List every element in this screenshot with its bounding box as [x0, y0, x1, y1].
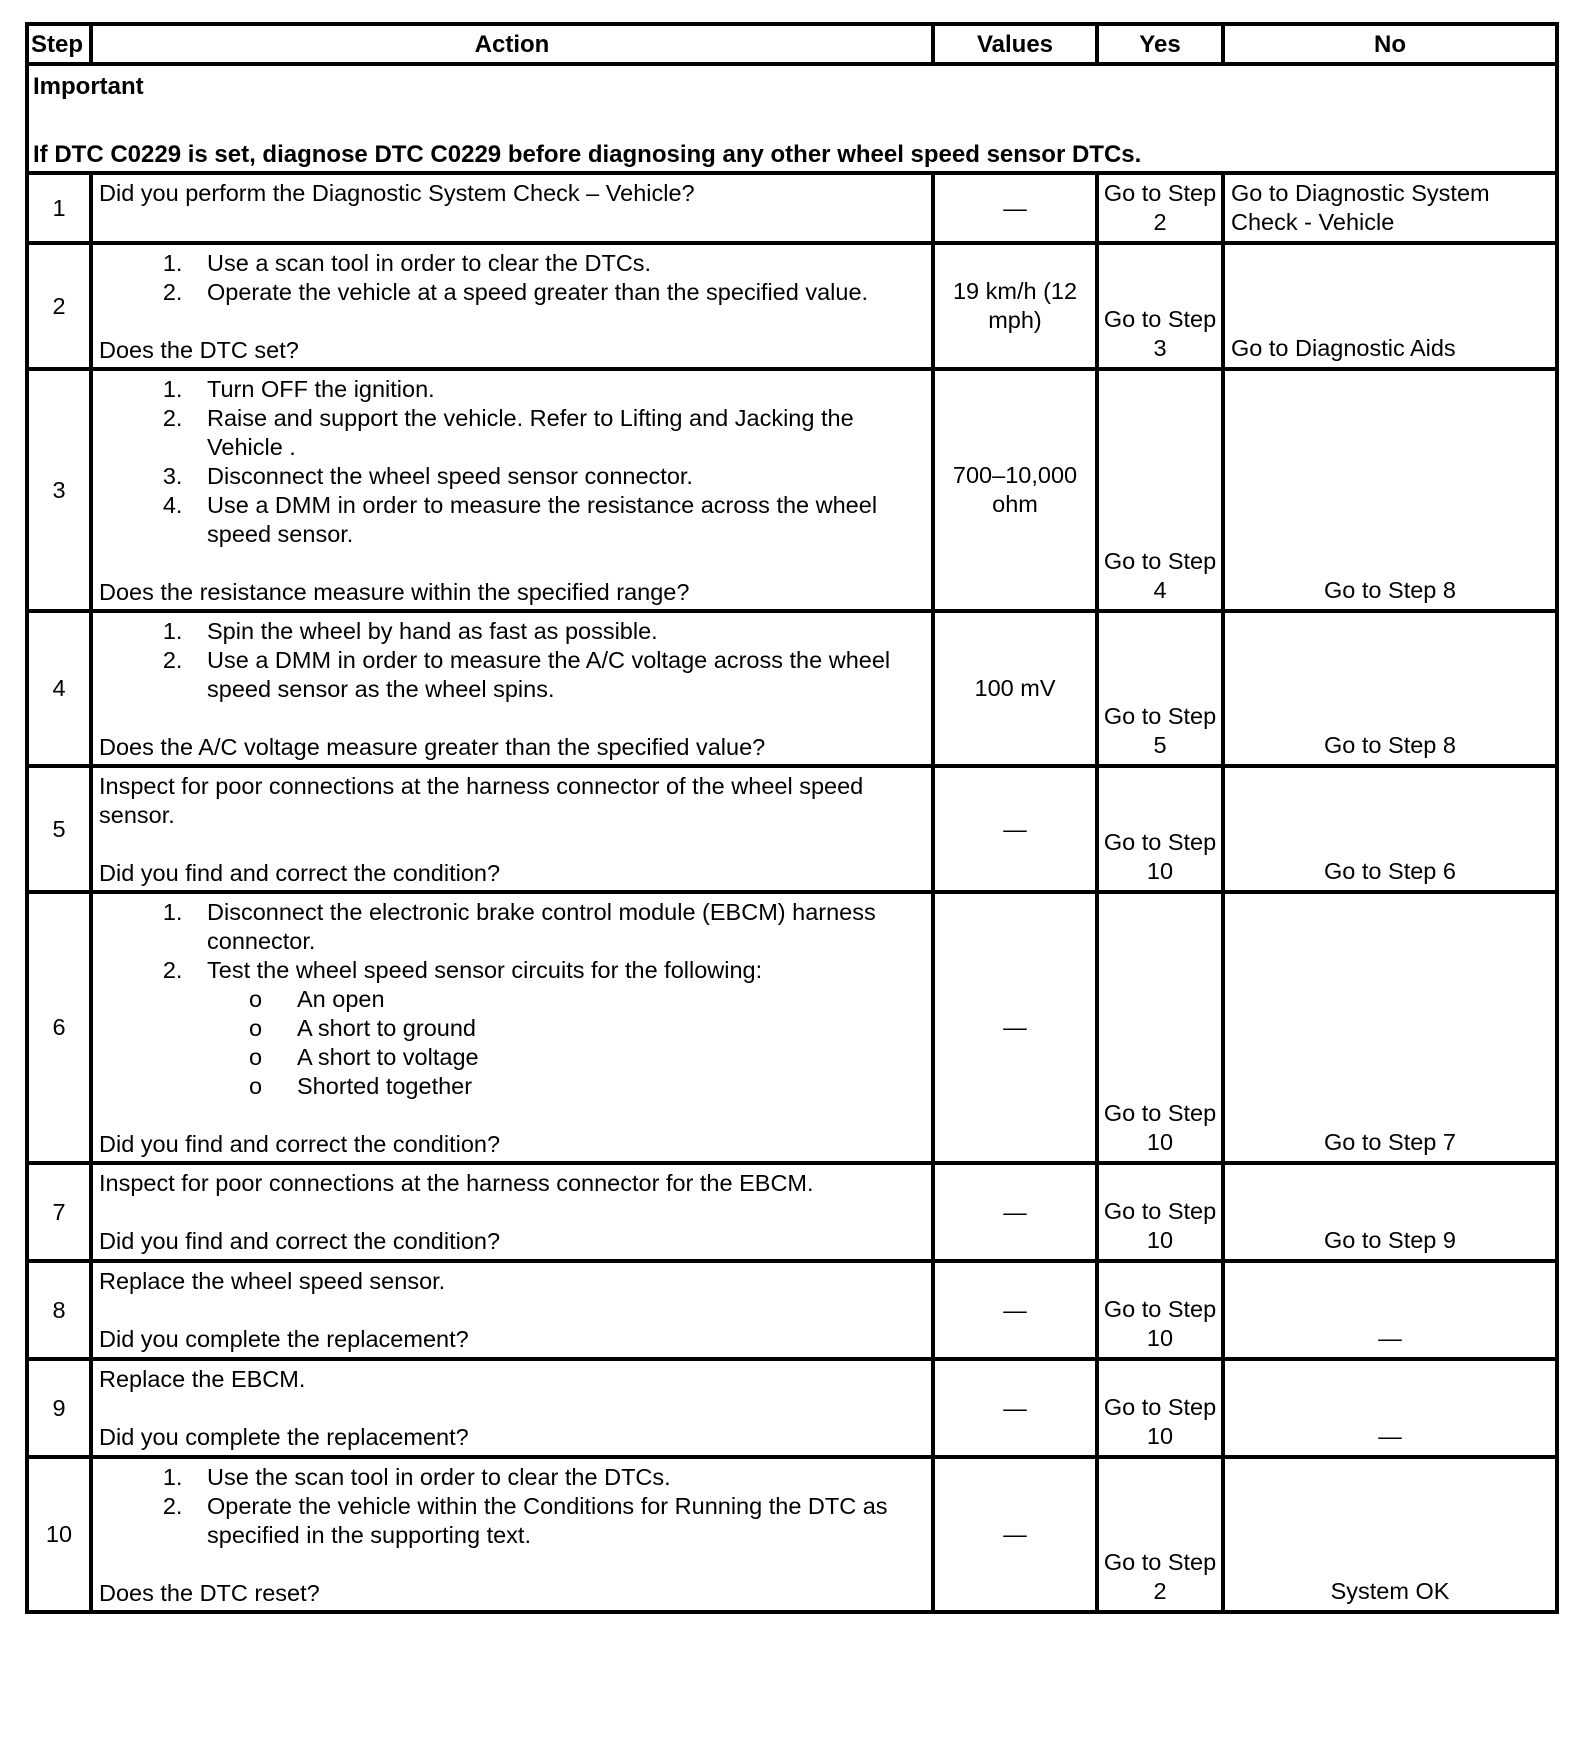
- table-row: [27, 243, 1557, 369]
- action-cell: [91, 1457, 933, 1612]
- table-row: [27, 173, 1557, 243]
- action-question: Did you find and correct the condition?: [99, 1131, 501, 1157]
- action-cell: [91, 892, 933, 1163]
- value-cell: —: [933, 1163, 1097, 1261]
- table-row: [27, 1359, 1557, 1457]
- step-number: 2: [27, 243, 91, 369]
- action-cell: [91, 766, 933, 892]
- action-steps: [99, 617, 925, 704]
- action-substep: o Shorted together: [297, 1072, 925, 1101]
- header-step: Step: [27, 24, 91, 64]
- header-values: Values: [933, 24, 1097, 64]
- action-step: 2. Raise and support the vehicle. Refer to Lifting and Jacking the Vehicle .: [189, 404, 925, 462]
- action-text: Replace the wheel speed sensor.: [99, 1268, 446, 1294]
- yes-cell: Go to Step 10: [1097, 1261, 1223, 1359]
- action-step: 1. Spin the wheel by hand as fast as possible.: [189, 617, 925, 646]
- action-question: Does the DTC set?: [99, 337, 299, 363]
- action-step: 1. Use the scan tool in order to clear the DTCs.: [189, 1463, 925, 1492]
- step-number: 5: [27, 766, 91, 892]
- value-cell: —: [933, 892, 1097, 1163]
- action-cell: [91, 611, 933, 766]
- action-cell: [91, 369, 933, 611]
- step-number: 7: [27, 1163, 91, 1261]
- header-no: No: [1223, 24, 1557, 64]
- yes-cell: Go to Step 4: [1097, 369, 1223, 611]
- action-question: Does the A/C voltage measure greater than the specified value?: [99, 734, 766, 760]
- action-cell: [91, 243, 933, 369]
- table-row: [27, 1163, 1557, 1261]
- yes-cell: Go to Step 5: [1097, 611, 1223, 766]
- action-substep: o A short to voltage: [297, 1043, 925, 1072]
- step-number: 10: [27, 1457, 91, 1612]
- action-step: 2. Operate the vehicle at a speed greater than the specified value.: [189, 278, 925, 307]
- yes-cell: Go to Step 2: [1097, 1457, 1223, 1612]
- value-cell: —: [933, 766, 1097, 892]
- yes-cell: Go to Step 3: [1097, 243, 1223, 369]
- yes-cell: Go to Step 2: [1097, 173, 1223, 243]
- value-cell: —: [933, 1261, 1097, 1359]
- header-action: Action: [91, 24, 933, 64]
- important-note: [27, 64, 1557, 173]
- yes-cell: Go to Step 10: [1097, 1359, 1223, 1457]
- diagnostic-table: [25, 22, 1559, 1614]
- action-question: Did you complete the replacement?: [99, 1424, 469, 1450]
- action-step: 1. Disconnect the electronic brake control module (EBCM) harness connector.: [189, 898, 925, 956]
- table-row: [27, 1457, 1557, 1612]
- action-text: Inspect for poor connections at the harness connector of the wheel speed sensor.: [99, 773, 864, 828]
- step-number: 8: [27, 1261, 91, 1359]
- no-cell: —: [1223, 1359, 1557, 1457]
- table-row: [27, 1261, 1557, 1359]
- action-substeps: [207, 985, 925, 1101]
- action-question: Does the DTC reset?: [99, 1580, 320, 1606]
- no-cell: Go to Step 6: [1223, 766, 1557, 892]
- no-cell: Go to Step 8: [1223, 369, 1557, 611]
- action-step: 4. Use a DMM in order to measure the resistance across the wheel speed sensor.: [189, 491, 925, 549]
- step-number: 3: [27, 369, 91, 611]
- action-text: Did you perform the Diagnostic System Check – Vehicle?: [99, 180, 695, 206]
- no-cell: Go to Diagnostic System Check - Vehicle: [1223, 173, 1557, 243]
- action-steps: [99, 249, 925, 307]
- no-cell: Go to Step 9: [1223, 1163, 1557, 1261]
- action-steps: [99, 898, 925, 1101]
- action-step: 1. Use a scan tool in order to clear the DTCs.: [189, 249, 925, 278]
- step-number: 6: [27, 892, 91, 1163]
- value-cell: —: [933, 1359, 1097, 1457]
- important-title: Important: [33, 73, 144, 100]
- no-cell: System OK: [1223, 1457, 1557, 1612]
- action-step: 2. Operate the vehicle within the Conditions for Running the DTC as specified in the supporting text.: [189, 1492, 925, 1550]
- action-question: Did you complete the replacement?: [99, 1326, 469, 1352]
- action-cell: [91, 1359, 933, 1457]
- action-question: Did you find and correct the condition?: [99, 1228, 501, 1254]
- action-question: Does the resistance measure within the specified range?: [99, 579, 690, 605]
- action-step: [189, 956, 925, 1101]
- table-row: [27, 766, 1557, 892]
- action-cell: [91, 1261, 933, 1359]
- no-cell: Go to Step 8: [1223, 611, 1557, 766]
- yes-cell: Go to Step 10: [1097, 766, 1223, 892]
- table-row: [27, 369, 1557, 611]
- yes-cell: Go to Step 10: [1097, 892, 1223, 1163]
- yes-cell: Go to Step 10: [1097, 1163, 1223, 1261]
- value-cell: —: [933, 1457, 1097, 1612]
- value-cell: —: [933, 173, 1097, 243]
- action-text: Inspect for poor connections at the harness connector for the EBCM.: [99, 1170, 814, 1196]
- action-text: Replace the EBCM.: [99, 1366, 306, 1392]
- important-text: If DTC C0229 is set, diagnose DTC C0229 before diagnosing any other wheel speed sensor DTCs.: [33, 141, 1142, 168]
- action-cell: [91, 1163, 933, 1261]
- no-cell: Go to Step 7: [1223, 892, 1557, 1163]
- action-step: 1. Turn OFF the ignition.: [189, 375, 925, 404]
- action-step: 2. Use a DMM in order to measure the A/C voltage across the wheel speed sensor as the wheel spins.: [189, 646, 925, 704]
- action-step-text: Test the wheel speed sensor circuits for the following:: [207, 957, 763, 983]
- action-question: Did you find and correct the condition?: [99, 860, 501, 886]
- value-cell: 19 km/h (12 mph): [933, 243, 1097, 369]
- action-steps: [99, 1463, 925, 1550]
- header-row: [27, 24, 1557, 64]
- value-cell: 100 mV: [933, 611, 1097, 766]
- action-step: 3. Disconnect the wheel speed sensor connector.: [189, 462, 925, 491]
- table-row: [27, 611, 1557, 766]
- no-cell: —: [1223, 1261, 1557, 1359]
- action-cell: [91, 173, 933, 243]
- action-substep: o A short to ground: [297, 1014, 925, 1043]
- action-substep: o An open: [297, 985, 925, 1014]
- important-row: [27, 64, 1557, 173]
- no-cell: Go to Diagnostic Aids: [1223, 243, 1557, 369]
- step-number: 1: [27, 173, 91, 243]
- step-number: 4: [27, 611, 91, 766]
- action-steps: [99, 375, 925, 549]
- value-cell: 700–10,000 ohm: [933, 369, 1097, 611]
- header-yes: Yes: [1097, 24, 1223, 64]
- table-row: [27, 892, 1557, 1163]
- step-number: 9: [27, 1359, 91, 1457]
